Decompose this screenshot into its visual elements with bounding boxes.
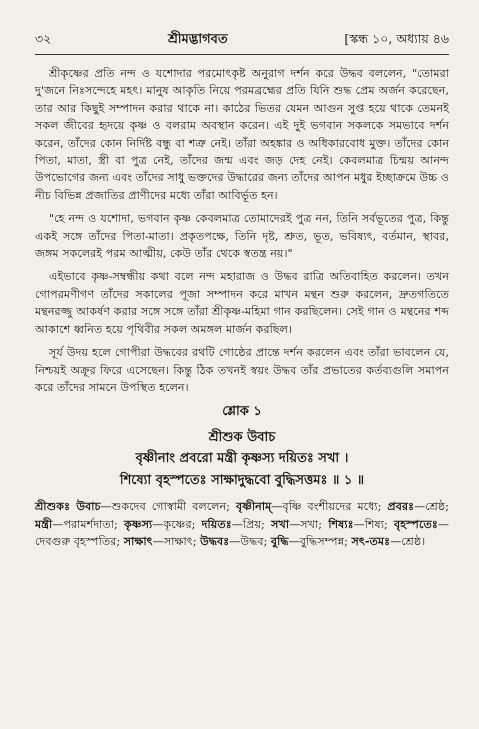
book-title: শ্রীমদ্ভাগবত — [168, 32, 228, 47]
synonym-meaning: উদ্ধব; — [240, 535, 268, 549]
synonym-term: শিষ্যঃ — [328, 516, 354, 531]
synonym-term: মন্ত্রী — [35, 516, 53, 531]
synonym-term: সৎ-তমঃ — [351, 534, 391, 549]
synonym-meaning: সখা; — [300, 517, 323, 531]
synonym-meaning: কৃষ্ণের; — [163, 517, 196, 531]
header-rule — [35, 54, 449, 55]
synonym-meaning: সাক্ষাৎ; — [163, 535, 197, 549]
synonym-meaning: বৃষ্ণি বংশীয়দের মধ্যে; — [282, 500, 382, 514]
synonym-meaning: পরামর্শদাতা; — [63, 517, 118, 531]
synonym-term: প্রবরঃ — [387, 499, 415, 514]
verse-number: শ্লোক ১ — [222, 404, 262, 420]
synonym-term: সখা — [271, 516, 290, 531]
synonym-term: বৃহস্পতেঃ — [394, 516, 438, 531]
synonym-term: উদ্ধবঃ — [200, 534, 230, 549]
synonym-term: কৃষ্ণস্য — [124, 516, 153, 531]
paragraph-1: শ্রীকৃষ্ণের প্রতি নন্দ ও যশোদার পরমোৎকৃষ্ট অনুরাগ দর্শন করে উদ্ধব বললেন, "তোমরা দু'জনে নিঃসন্দেহে মহৎ। মানুষ আকৃতি নিয়ে পরমব্রহ্মের প্রতি যিনি শুদ্ধ প্রেম অর্জন করেছেন, তার আর কিছুই সম্পাদন করার থাকে না। কাঠের ভিতর যেমন আগুন সুপ্ত হয়ে থাকে তেমনই সকল জীবের হৃদয়ে কৃষ্ণ ও বলরাম অবস্থান করেন। এই দুই ভগবান সকলকে সমভাবে দর্শন করেন, তাঁদের কোন নির্দিষ্ট বন্ধু বা শত্রু নেই। তাঁরা অহঙ্কার ও অধিকারবোধ মুক্ত। তাঁদের কোন পিতা, মাতা, স্ত্রী বা পুত্র নেই, তাঁদের জন্ম এবং জড় দেহ নেই। কেবলমাত্র চিন্ময় আনন্দ উপভোগের জন্য এবং তাঁদের সাধু ভক্তদের উদ্ধারের জন্য তাঁদের আপন মধুর ইচ্ছাক্রমে উচ্চ ও নীচ বিভিন্ন প্রজাতির প্রাণীদের মধ্যে তাঁরা আবির্ভূত হন। — [35, 67, 449, 202]
synonym-term: বৃষ্ণীনাম্ — [236, 499, 272, 514]
chapter-reference: [স্কন্ধ ১০, অধ্যায় ৪৬ — [344, 31, 449, 46]
paragraph-4: সূর্য উদয় হলে গোপীরা উদ্ধবের রথটি গোষ্ঠের প্রান্তে দর্শন করলেন এবং তাঁরা ভাবলেন যে, নিশ্চয়ই অক্রূর ফিরে এসেছেন। কিন্তু ঠিক তখনই স্বয়ং উদ্ধব তাঁর প্রভাতের কর্তব্যগুলি সমাপন করে তাঁদের সামনে উপস্থিত হলেন। — [35, 346, 449, 394]
synonym-term: বুদ্ধি — [270, 534, 289, 549]
verse-line-1: বৃষ্ণীনাং প্রবরো মন্ত্রী কৃষ্ণস্য দয়িতঃ সখা । — [135, 451, 349, 467]
synonym-meaning: শ্রেষ্ঠ। — [401, 535, 426, 549]
synonym-meaning: বুদ্ধিসম্পন্ন; — [299, 535, 348, 549]
verse-speaker: শ্রীশুক উবাচ — [208, 430, 276, 446]
page-number: ৩২ — [35, 31, 52, 46]
synonym-meaning: শুকদেব গোস্বামী বললেন; — [111, 500, 231, 514]
paragraph-2: "হে নন্দ ও যশোদা, ভগবান কৃষ্ণ কেবলমাত্র তোমাদেরই পুত্র নন, তিনি সর্বভূতের পুত্র, কিন্তু একই সঙ্গে তাঁদের পিতা-মাতা। প্রকৃতপক্ষে, তিনি দৃষ্ট, শ্রুত, ভূত, ভবিষ্যৎ, বর্তমান, স্থাবর, জঙ্গম সকলেরই পরম আত্মীয়, কেউ তাঁর থেকে স্বতন্ত্র নয়।" — [35, 212, 449, 261]
synonym-meaning: শিষ্য; — [364, 517, 388, 531]
paragraph-3: এইভাবে কৃষ্ণ-সম্বন্ধীয় কথা বলে নন্দ মহারাজ ও উদ্ধব রাত্রি অতিবাহিত করলেন। তখন গোপরমণীগণ তাঁদের সকালের পূজা সম্পাদন করে মাখন মন্থন শুরু করলেন, দ্রুতগতিতে মন্থনরজ্জু আকর্ষণ করার সঙ্গে সঙ্গে তাঁরা শ্রীকৃষ্ণ-মহিমা গান করছিলেন। সেই গান ও মন্থনের শব্দ আকাশে ধ্বনিত হয়ে পৃথিবীর সকল অমঙ্গল মার্জন করছিল। — [35, 270, 449, 336]
synonyms-block: শ্রীশুকঃ উবাচ—শুকদেব গোস্বামী বললেন; বৃষ্ণীনাম্—বৃষ্ণি বংশীয়দের মধ্যে; প্রবরঃ—শ্রেষ্ঠ; মন্ত্রী—পরামর্শদাতা; কৃষ্ণস্য—কৃষ্ণের; দয়িতঃ—প্রিয়; সখা—সখা; শিষ্যঃ—শিষ্য; বৃহস্পতেঃ—দেবগুরু বৃহস্পতির; সাক্ষাৎ—সাক্ষাৎ; উদ্ধবঃ—উদ্ধব; বুদ্ধি—বুদ্ধিসম্পন্ন; সৎ-তমঃ—শ্রেষ্ঠ। — [35, 499, 450, 549]
page-header — [35, 30, 449, 50]
synonym-meaning: শ্রেষ্ঠ; — [425, 500, 449, 514]
synonym-meaning: প্রিয়; — [242, 517, 265, 531]
verse-line-2: শিষ্যো বৃহস্পতেঃ সাক্ষাদুদ্ধবো বুদ্ধিসত্তমঃ ॥ ১ ॥ — [119, 473, 365, 489]
synonym-term: শ্রীশুকঃ উবাচ — [35, 499, 101, 514]
synonym-term: দয়িতঃ — [201, 516, 232, 531]
synonym-term: সাক্ষাৎ — [123, 534, 153, 549]
synonym-meaning: দেবগুরু বৃহস্পতির; — [35, 535, 121, 549]
